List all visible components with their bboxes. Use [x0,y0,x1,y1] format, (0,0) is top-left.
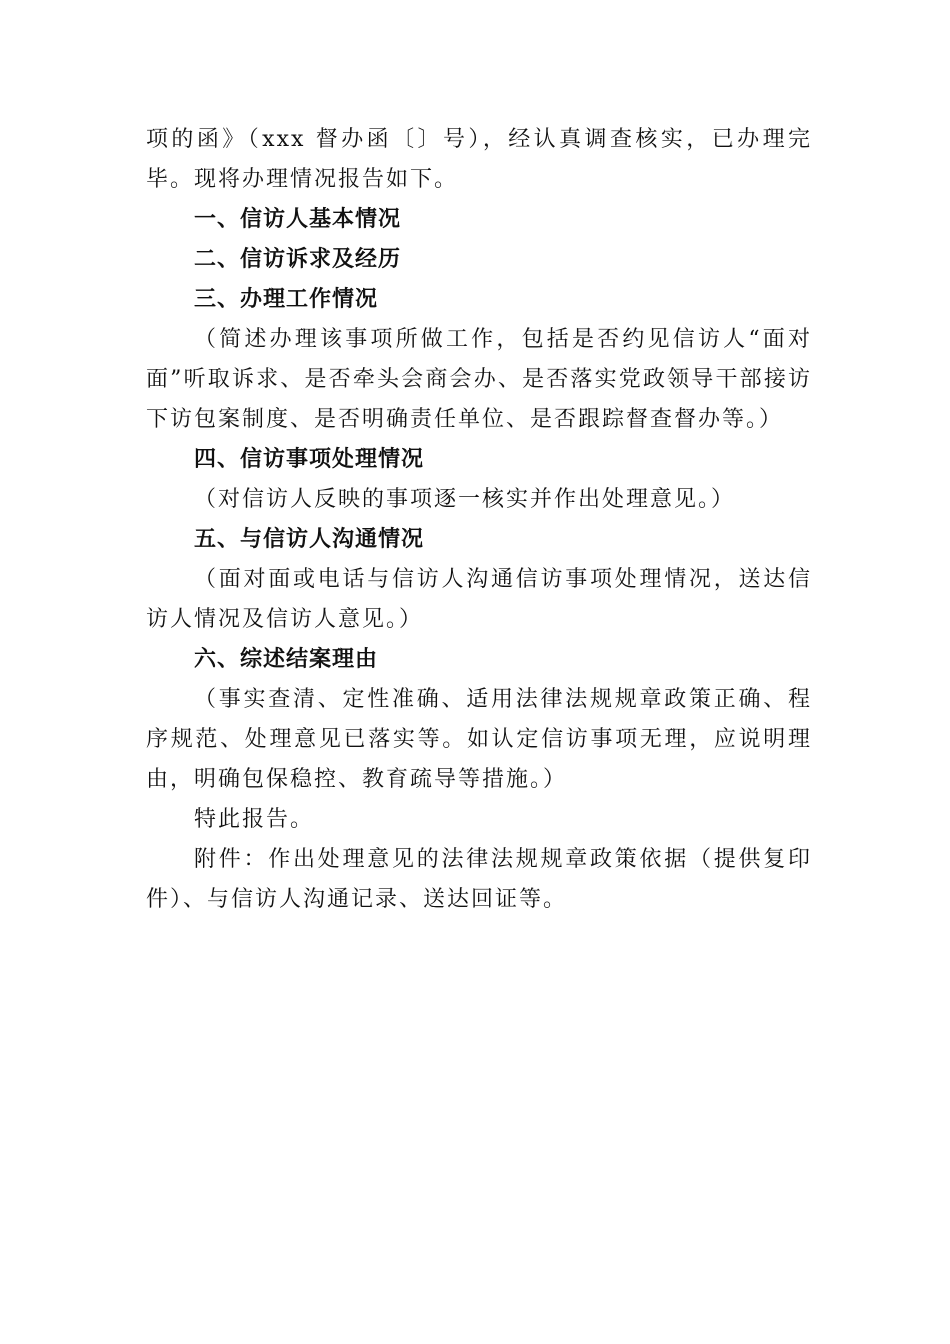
section-body-communication: （面对面或电话与信访人沟通信访事项处理情况，送达信访人情况及信访人意见。） [146,567,812,632]
section-body-closing-reasons: （事实查清、定性准确、适用法律法规规章政策正确、程序规范、处理意见已落实等。如认定信访事项无理，应说明理由，明确包保稳控、教育疏导等措施。） [146,687,812,792]
section-heading-basic-info: 一、信访人基本情况 [194,207,402,232]
section-heading-closing-reasons: 六、综述结案理由 [194,647,379,672]
section-body-handling-status: （对信访人反映的事项逐一核实并作出处理意见。） [194,487,736,512]
section-heading-work-status: 三、办理工作情况 [194,287,379,312]
document-body [146,120,812,920]
attachment-note: 附件：作出处理意见的法律法规规章政策依据（提供复印件）、与信访人沟通记录、送达回证等。 [146,847,812,912]
section-heading-appeal-history: 二、信访诉求及经历 [194,247,402,272]
section-body-work-status: （简述办理该事项所做工作，包括是否约见信访人“面对面”听取诉求、是否牵头会商会办、是否落实党政领导干部接访下访包案制度、是否明确责任单位、是否跟踪督查督办等。） [146,327,812,432]
section-heading-handling-status: 四、信访事项处理情况 [194,447,425,472]
intro-paragraph: 项的函》（xxx 督办函〔〕号），经认真调查核实，已办理完毕。现将办理情况报告如下。 [146,127,812,192]
closing-statement: 特此报告。 [194,807,315,832]
section-heading-communication: 五、与信访人沟通情况 [194,527,425,552]
